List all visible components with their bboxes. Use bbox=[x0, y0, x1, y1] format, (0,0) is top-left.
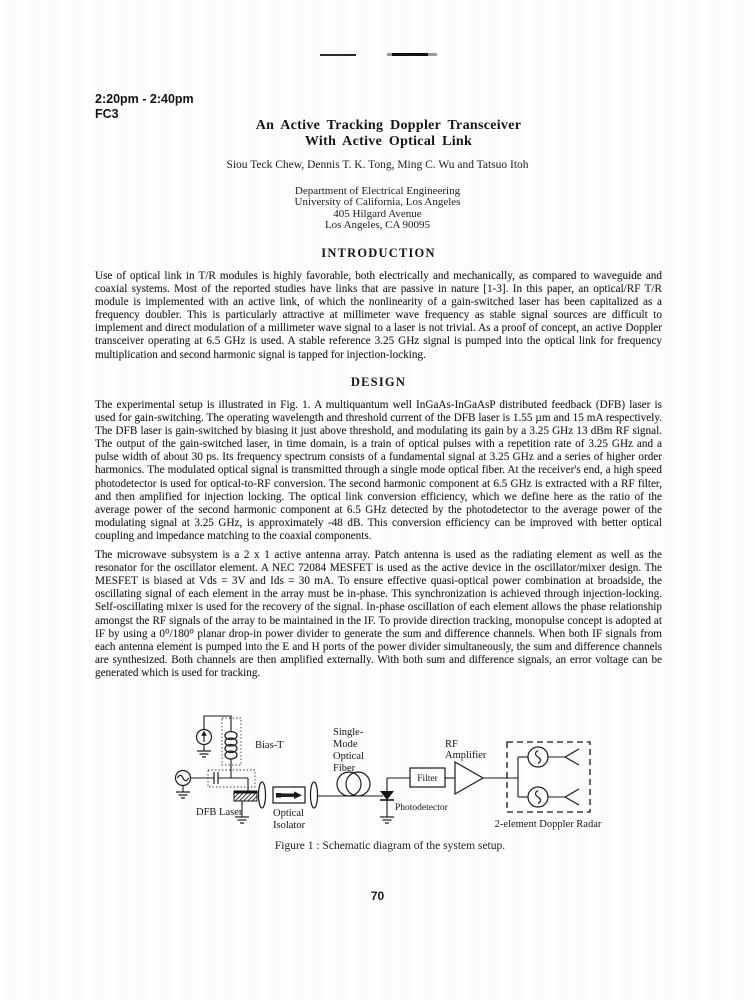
rf-amplifier-label-2: Amplifier bbox=[445, 750, 487, 761]
paper-title bbox=[100, 118, 677, 150]
introduction-heading: INTRODUCTION bbox=[321, 246, 436, 260]
ground-icon bbox=[176, 792, 190, 798]
ground-icon bbox=[380, 817, 394, 823]
design-section bbox=[95, 375, 662, 680]
design-paragraph-1: The experimental setup is illustrated in Fig. 1. A multiquantum well InGaAs-InGaAsP distributed feedback (DFB) laser is used for gain-switching. The operating wavelength and threshold current of the DFB laser is 1.55 µm and 15 mA respectively. The DFB laser is gain-switched by biasing it just above threshold, and modulating its gain by a 3.25 GHz 13 dBm RF signal. The output of the gain-switched laser, in time domain, is a train of optical pulses with a repetition rate of 3.25 GHz and a pulse width of about 30 ps. Its frequency spectrum consists of a fundamental signal at 3.25 GHz and a series of higher order harmonics. The modulated optical signal is transmitted through a single mode optical fiber. At the receiver's end, a high speed photodetector is used for optical-to-RF conversion. The second harmonic component at 6.5 GHz is extracted with a RF filter, and then amplified for injection locking. The optical link conversion efficiency, which we define here as the ratio of the average power of the second harmonic component at 6.5 GHz detected by the photodetector to the average power of the modulating signal at 3.25 GHz, is approximately -48 dB. This conversion efficiency can be improved with better optical coupling and impedance matching to the coaxial components. bbox=[95, 399, 662, 542]
filter-box bbox=[410, 768, 455, 787]
session-code: FC3 bbox=[95, 107, 119, 121]
oscillator-symbol bbox=[528, 787, 565, 807]
optical-isolator-label-1: Optical bbox=[273, 808, 304, 819]
scan-artifact-line bbox=[387, 53, 437, 56]
affiliation-street: 405 Hilgard Avenue bbox=[333, 207, 422, 220]
affiliation-city: Los Angeles, CA 90095 bbox=[324, 218, 431, 231]
design-paragraph-2: The microwave subsystem is a 2 x 1 active antenna array. Patch antenna is used as the radiating element as well as the resonator for the oscillator element. A NEC 72084 MESFET is used as the active device in the oscillator/mixer design. The MESFET is biased at Vds = 3V and Ids = 30 mA. To ensure effective quasi-optical power combination at broadside, the oscillating signal of each element in the array must be in-phase. This synchronization is achieved through injection-locking. Self-oscillating mixer is used for the recovery of the signal. In-phase oscillation of each element allows the phase relationship amongst the RF signals of the array to be maintained in the IF. To provide direction tracking, monopulse concept is adopted at IF by using a 0⁰/180⁰ planar drop-in power divider to generate the sum and difference channels. When both IF signals from each antenna element is pumped into the E and H ports of the power divider simultaneously, the sum and difference channels are synthesized. Both channels are then amplified externally. With both sum and difference signals, an error voltage can be generated which is used for tracking. bbox=[95, 549, 662, 679]
rf-amplifier-label-1: RF bbox=[445, 739, 458, 750]
page-number: 70 bbox=[370, 889, 385, 903]
capacitor-symbol bbox=[191, 770, 256, 791]
rf-amplifier-symbol bbox=[455, 762, 518, 794]
figure-1-schematic bbox=[155, 715, 635, 837]
optical-isolator-symbol bbox=[273, 787, 305, 803]
bias-t-label: Bias-T bbox=[255, 740, 284, 751]
author-line: Siou Teck Chew, Dennis T. K. Tong, Ming C. Wu and Tatsuo Itoh bbox=[226, 159, 529, 171]
fiber-label-4: Fiber bbox=[333, 763, 356, 774]
affiliation-univ: University of California, Los Angeles bbox=[294, 196, 461, 209]
paper-title-line2: With Active Optical Link bbox=[304, 134, 473, 149]
design-heading: DESIGN bbox=[350, 375, 407, 389]
antenna-icon bbox=[565, 789, 579, 805]
scan-artifact-line bbox=[320, 54, 356, 56]
filter-label: Filter bbox=[417, 774, 438, 784]
paper-title-line1: An Active Tracking Doppler Transceiver bbox=[255, 118, 522, 133]
fiber-label-3: Optical bbox=[333, 751, 364, 762]
fiber-coil-symbol bbox=[337, 772, 370, 796]
lens-icon bbox=[259, 782, 266, 808]
introduction-section bbox=[95, 246, 662, 362]
session-time: 2:20pm - 2:40pm bbox=[95, 92, 194, 106]
rf-source-symbol bbox=[176, 771, 191, 793]
fiber-label-1: Single- bbox=[333, 727, 364, 738]
doppler-radar-label: 2-element Doppler Radar bbox=[494, 819, 602, 830]
optical-isolator-label-2: Isolator bbox=[273, 820, 306, 831]
fiber-label-2: Mode bbox=[333, 739, 358, 750]
doppler-radar-box bbox=[507, 742, 590, 812]
introduction-paragraph: Use of optical link in T/R modules is highly favorable, both electrically and mechanically, as compared to waveguide and coaxial systems. Most of the reported studies have links that are passive in nature [1-3]. In this paper, an optical/RF T/R module is implemented with an active link, of which the nonlinearity of a gain-switched laser has been capitalized as a frequency doubler. This is particularly attractive at millimeter wave frequency as stable signal sources are difficult to implement and direct modulation of a millimeter wave signal to a laser is not trivial. As a proof of concept, an active Doppler transceiver operating at 6.5 GHz is used. A stable reference 3.25 GHz signal is pumped into the optical link for frequency multiplication and second harmonic signal is tapped for injection-locking. bbox=[95, 270, 662, 361]
ground-icon bbox=[197, 751, 211, 757]
antenna-icon bbox=[565, 749, 579, 765]
affiliation-dept: Department of Electrical Engineering bbox=[294, 185, 461, 197]
dfb-laser-label: DFB Laser bbox=[196, 807, 243, 818]
lens-icon bbox=[311, 782, 318, 808]
affiliation-block bbox=[100, 186, 655, 231]
oscillator-symbol bbox=[528, 747, 565, 767]
photodetector-label: Photodetector bbox=[395, 803, 448, 813]
figure-caption: Figure 1 : Schematic diagram of the system setup. bbox=[274, 840, 506, 852]
